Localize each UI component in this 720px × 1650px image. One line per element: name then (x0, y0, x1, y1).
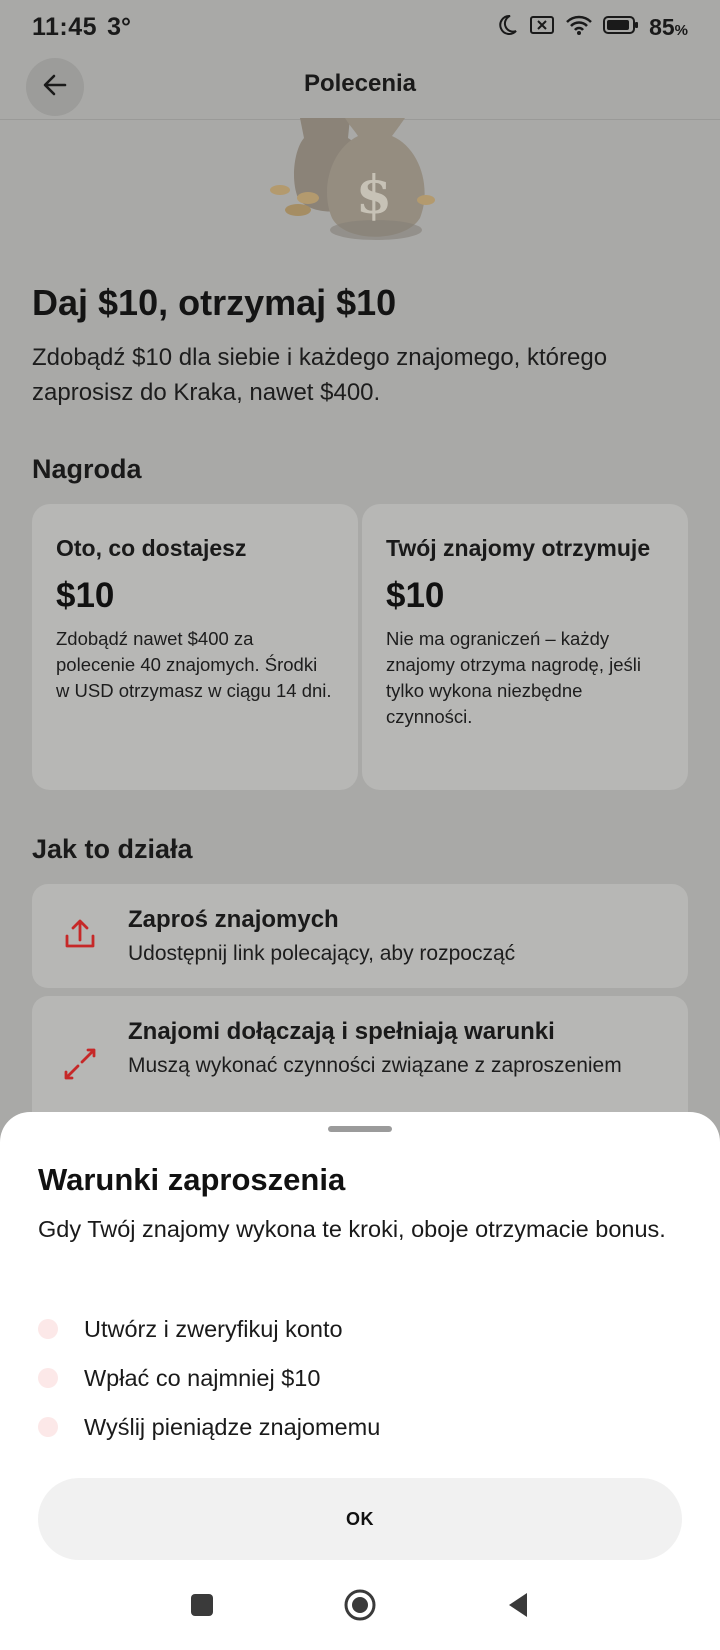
reward-card-description: Nie ma ograniczeń – każdy znajomy otrzyma nagrodę, jeśli tylko wykona niezbędne czynności. (386, 628, 641, 727)
condition-dot-icon (38, 1319, 58, 1339)
condition-item (38, 1410, 380, 1444)
recents-button[interactable] (180, 1585, 224, 1629)
ok-button[interactable]: OK (38, 1478, 682, 1560)
sheet-drag-handle[interactable] (328, 1126, 392, 1132)
svg-text:$: $ (355, 165, 393, 226)
circle-home-icon (343, 1588, 377, 1627)
moon-icon (495, 13, 519, 42)
status-bar (0, 0, 720, 54)
reward-card-description: Zdobądź nawet $400 za polecenie 40 znajomych. Środki w USD otrzymasz w ciągu 14 dni. (56, 628, 332, 701)
condition-item (38, 1312, 343, 1346)
condition-label: Wyślij pieniądze znajomemu (84, 1413, 381, 1440)
reward-card-title: Oto, co dostajesz (56, 535, 247, 561)
share-upload-icon (62, 916, 98, 952)
battery-icon (603, 15, 639, 40)
condition-dot-icon (38, 1368, 58, 1388)
sheet-title: Warunki zaproszenia (38, 1162, 346, 1197)
status-icons (495, 13, 688, 42)
status-temperature: 3° (107, 12, 131, 41)
step-title: Znajomi dołączają i spełniają warunki (128, 1018, 555, 1045)
app-header (0, 54, 720, 120)
triangle-back-icon (505, 1591, 531, 1624)
reward-card-title: Twój znajomy otrzymuje (386, 535, 651, 561)
reward-card-you (32, 504, 358, 790)
step-description: Udostępnij link polecający, aby rozpocząć (128, 942, 516, 965)
condition-dot-icon (38, 1417, 58, 1437)
nav-back-button[interactable] (496, 1585, 540, 1629)
status-time: 11:45 (32, 12, 98, 41)
condition-item (38, 1361, 320, 1395)
wifi-icon (565, 14, 593, 41)
subtitle: Zdobądź $10 dla siebie i każdego znajomego, którego zaprosisz do Kraka, nawet $400. (32, 344, 608, 406)
step-card-invite (32, 884, 688, 988)
step-description: Muszą wykonać czynności związane z zaproszeniem (128, 1054, 622, 1077)
page-title: Polecenia (303, 70, 417, 97)
system-nav-bar (0, 1575, 720, 1650)
headline: Daj $10, otrzymaj $10 (32, 282, 397, 323)
battery-percent: 85% (649, 13, 688, 40)
sim-off-icon (529, 14, 555, 41)
home-button[interactable] (338, 1585, 382, 1629)
square-recents-icon (189, 1592, 215, 1623)
step-title: Zaproś znajomych (128, 906, 339, 933)
sheet-description: Gdy Twój znajomy wykona te kroki, oboje otrzymacie bonus. (38, 1216, 666, 1242)
condition-label: Wpłać co najmniej $10 (84, 1364, 321, 1391)
reward-section-title: Nagroda (32, 454, 142, 484)
reward-card-amount: $10 (56, 576, 115, 615)
how-it-works-title: Jak to działa (32, 834, 193, 864)
reward-card-friend (362, 504, 688, 790)
money-bags-illustration (270, 118, 460, 248)
swap-arrows-icon (62, 1046, 98, 1082)
invite-conditions-sheet (0, 1112, 720, 1650)
condition-label: Utwórz i zweryfikuj konto (84, 1315, 343, 1342)
reward-card-amount: $10 (386, 576, 445, 615)
